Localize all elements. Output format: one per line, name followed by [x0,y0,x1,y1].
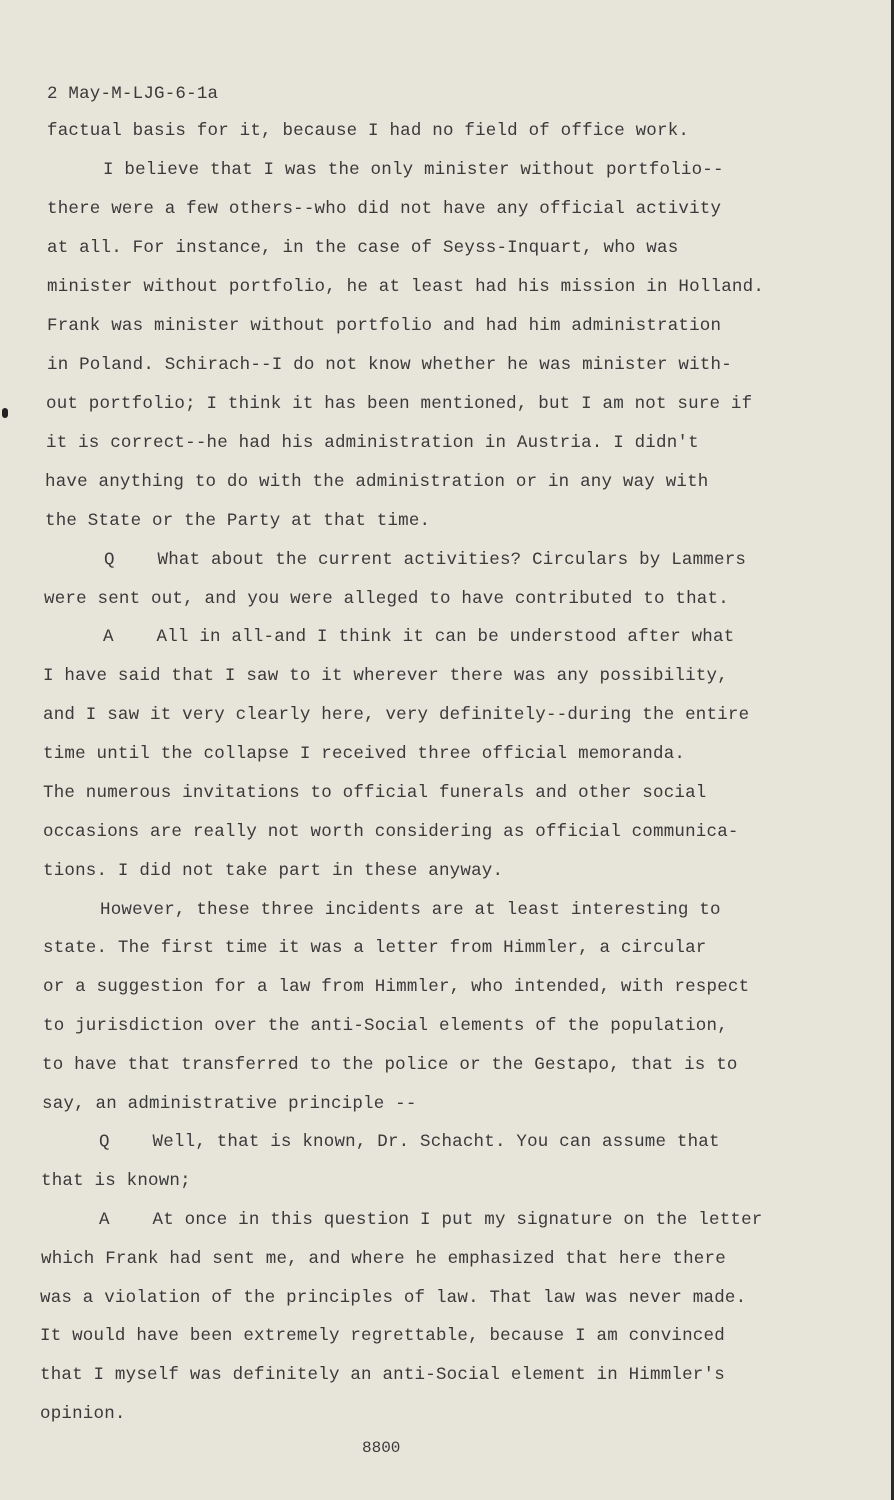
text-line-14: A All in all-and I think it can be understood after what [103,627,735,647]
text-line-26: say, an administrative principle -- [42,1094,417,1114]
text-line-24: to jurisdiction over the anti-Social elements of the population, [43,1016,728,1036]
text-line-10: have anything to do with the administration or in any way with [45,472,709,492]
text-line-15: I have said that I saw to it wherever there was any possibility, [43,666,728,686]
text-line-12: Q What about the current activities? Circulars by Lammers [104,550,747,570]
text-line-5: minister without portfolio, he at least had his mission in Holland. [47,277,765,297]
text-line-9: it is correct--he had his administration in Austria. I didn't [46,433,699,453]
text-line-17: time until the collapse I received three official memoranda. [43,744,686,764]
text-line-34: opinion. [40,1404,126,1424]
text-line-33: that I myself was definitely an anti-Social element in Himmler's [40,1365,725,1385]
text-line-23: or a suggestion for a law from Himmler, who intended, with respect [43,977,750,997]
text-line-6: Frank was minister without portfolio and had him administration [47,316,722,336]
text-line-11: the State or the Party at that time. [45,511,431,531]
text-line-30: which Frank had sent me, and where he emphasized that here there [41,1249,726,1269]
text-line-25: to have that transferred to the police or the Gestapo, that is to [42,1055,738,1075]
text-line-2: I believe that I was the only minister without portfolio-- [103,160,724,180]
text-line-32: It would have been extremely regrettable, because I am convinced [40,1326,725,1346]
page-number: 8800 [362,1439,401,1457]
text-line-4: at all. For instance, in the case of Seyss-Inquart, who was [47,238,679,258]
text-line-13: were sent out, and you were alleged to have contributed to that. [44,589,729,609]
text-line-19: occasions are really not worth considering as official communica- [43,822,739,842]
text-line-29: A At once in this question I put my signature on the letter [99,1210,763,1230]
text-line-31: was a violation of the principles of law. That law was never made. [40,1288,747,1308]
text-line-7: in Poland. Schirach--I do not know whether he was minister with- [47,355,732,375]
text-line-22: state. The first time it was a letter from Himmler, a circular [43,938,707,958]
text-line-20: tions. I did not take part in these anyway. [43,861,504,881]
text-line-3: there were a few others--who did not have any official activity [47,199,722,219]
text-line-27: Q Well, that is known, Dr. Schacht. You can assume that [99,1132,720,1152]
text-line-28: that is known; [41,1171,191,1191]
text-line-8: out portfolio; I think it has been mentioned, but I am not sure if [46,394,753,414]
text-line-21: However, these three incidents are at least interesting to [100,900,721,920]
punch-hole-mark [2,408,8,418]
text-line-1: factual basis for it, because I had no field of office work. [47,121,690,141]
text-line-18: The numerous invitations to official funerals and other social [43,783,707,803]
header-reference: 2 May-M-LJG-6-1a [47,84,219,104]
text-line-16: and I saw it very clearly here, very definitely--during the entire [43,705,750,725]
